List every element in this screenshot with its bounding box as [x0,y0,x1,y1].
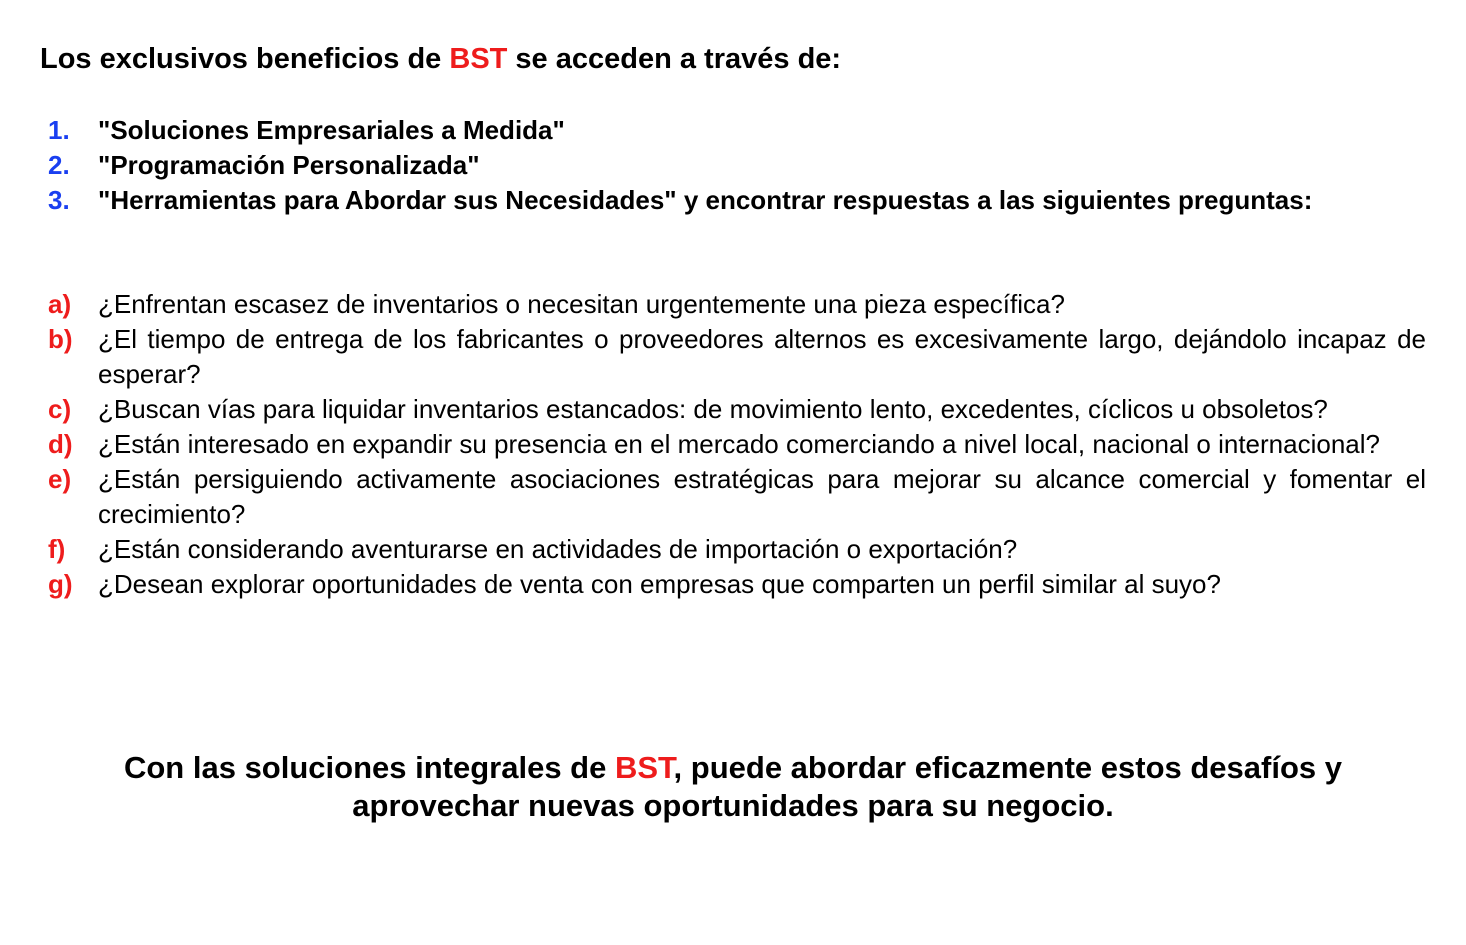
question-list [48,287,1426,602]
numbered-item [48,113,1426,148]
closing-brand: BST [614,750,674,785]
question-text: ¿Buscan vías para liquidar inventarios estancados: de movimiento lento, excedentes, cíclicos u obsoletos? [98,394,1328,424]
question-item [48,462,1426,532]
question-item [48,567,1426,602]
question-item [48,532,1426,567]
numbered-marker: 1. [48,115,70,145]
question-text: ¿Están persiguiendo activamente asociaciones estratégicas para mejorar su alcance comercial y fomentar el crecimiento? [98,464,1426,529]
question-item [48,392,1426,427]
heading-text-before: Los exclusivos beneficios de [40,43,450,75]
question-text: ¿Están considerando aventurarse en actividades de importación o exportación? [98,534,1018,564]
question-marker: e) [48,464,72,494]
numbered-marker: 3. [48,185,70,215]
question-text: ¿El tiempo de entrega de los fabricantes o proveedores alternos es excesivamente largo, dejándolo incapaz de esperar? [98,324,1426,389]
numbered-item [48,183,1426,218]
numbered-marker: 2. [48,150,70,180]
numbered-list [48,113,1426,218]
question-marker: b) [48,324,73,354]
numbered-text: "Herramientas para Abordar sus Necesidades" y encontrar respuestas a las siguientes preguntas: [98,185,1313,215]
closing-text-before: Con las soluciones integrales de [123,750,615,785]
page-heading [40,40,841,78]
question-text: ¿Desean explorar oportunidades de venta con empresas que comparten un perfil similar al suyo? [98,569,1221,599]
question-marker: d) [48,429,73,459]
closing-text-after: , puede abordar eficazmente estos desafíos y [673,750,1342,785]
question-marker: c) [48,394,72,424]
question-item [48,427,1426,462]
question-marker: g) [48,569,73,599]
question-text: ¿Están interesado en expandir su presencia en el mercado comerciando a nivel local, nacional o internacional? [98,429,1380,459]
closing-line-2: aprovechar nuevas oportunidades para su negocio. [352,788,1114,823]
heading-text-after: se acceden a través de: [507,43,842,75]
question-item [48,287,1426,322]
question-text: ¿Enfrentan escasez de inventarios o necesitan urgentemente una pieza específica? [98,289,1065,319]
question-marker: a) [48,289,72,319]
heading-brand: BST [449,43,508,75]
numbered-text: "Soluciones Empresariales a Medida" [98,115,565,145]
question-item [48,322,1426,392]
question-marker: f) [48,534,66,564]
closing-statement [0,749,1466,825]
closing-line-1 [0,749,1466,787]
numbered-item [48,148,1426,183]
numbered-text: "Programación Personalizada" [98,150,480,180]
